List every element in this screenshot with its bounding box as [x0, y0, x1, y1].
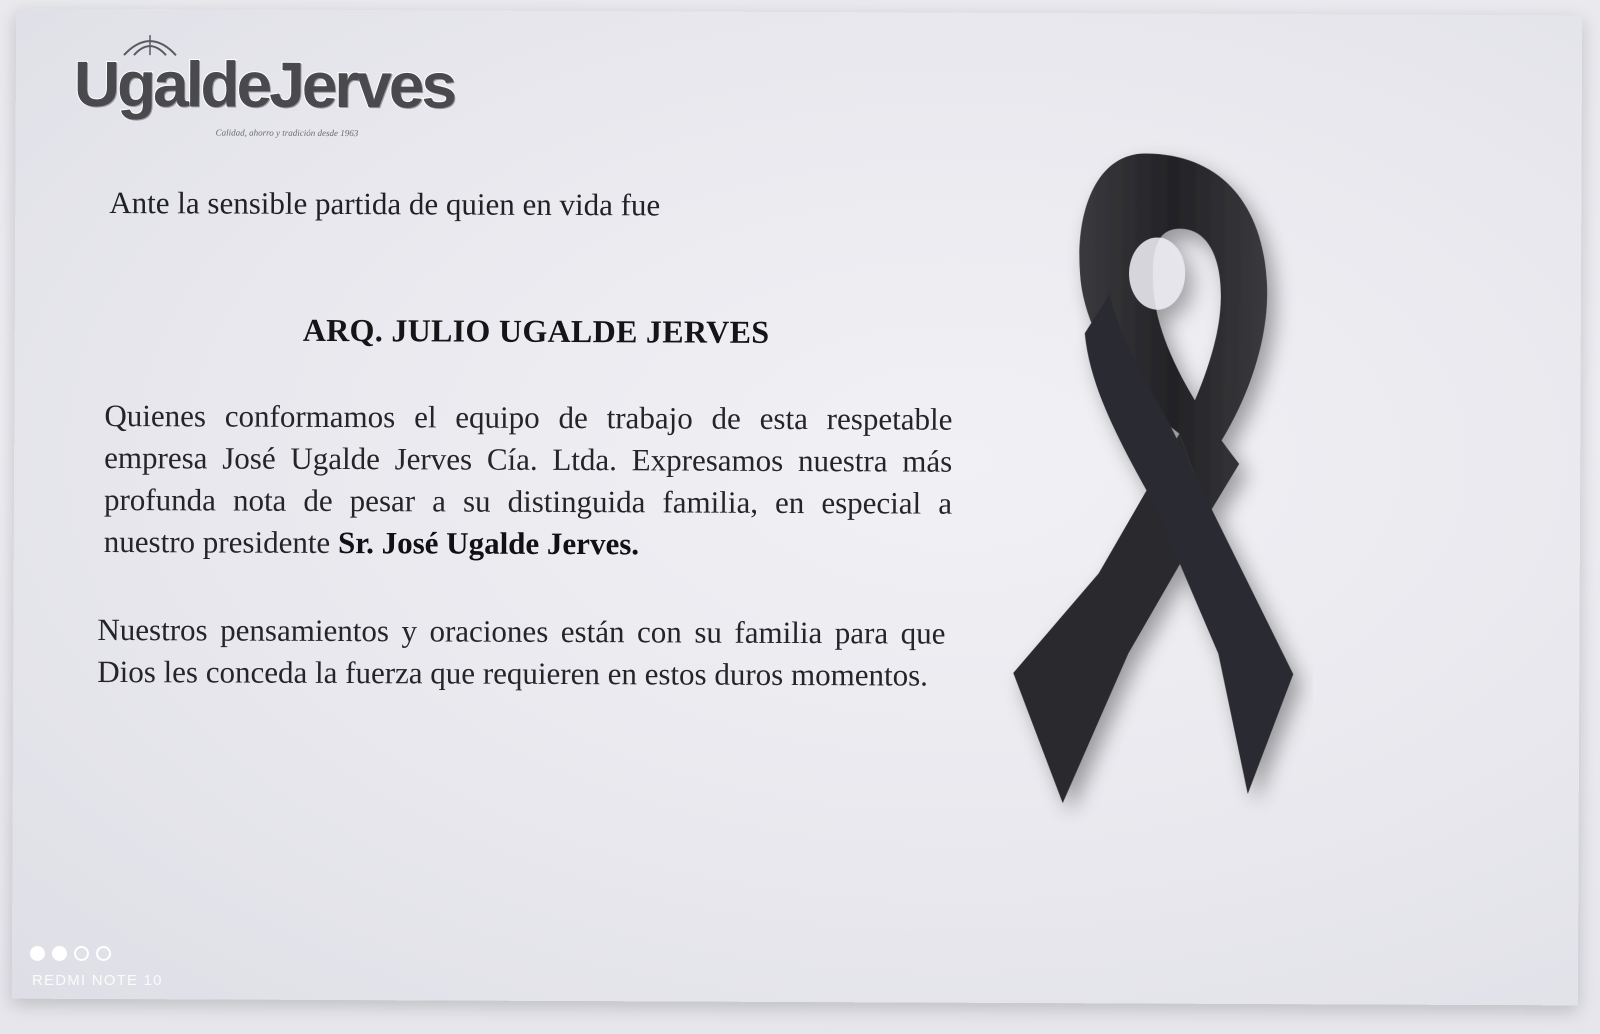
company-logo — [60, 29, 455, 141]
president-name: Sr. José Ugalde Jerves. — [337, 524, 640, 562]
intro-line: Ante la sensible partida de quien en vida fue — [109, 184, 661, 223]
indicator-dot — [74, 946, 89, 961]
indicator-dot — [30, 946, 45, 961]
logo-tagline: Calidad, ahorro y tradición desde 1963 — [215, 127, 359, 139]
paragraph-1-text: Quienes conformamos el equipo de trabajo de esta respetable empresa José Ugalde Jerves Cía. Ltda. Expresamos nuestra más profunda nota de pesar a su distinguida familia, en especial a nuestro presidente — [103, 397, 953, 560]
camera-indicator-dots — [30, 946, 111, 961]
indicator-dot — [96, 946, 111, 961]
mourning-ribbon-icon — [1003, 133, 1316, 824]
condolence-paragraph-2: Nuestros pensamientos y oraciones están con su familia para que Dios les conceda la fuerza que requieren en estos duros momentos. — [97, 611, 946, 693]
deceased-name: ARQ. JULIO UGALDE JERVES — [302, 311, 770, 350]
camera-watermark: REDMI NOTE 10 — [32, 972, 163, 989]
indicator-dot — [52, 946, 67, 961]
condolence-paragraph-1 — [104, 395, 953, 567]
logo-wordmark: UgaldeJerves — [73, 47, 455, 122]
condolence-sheet — [12, 9, 1582, 1006]
